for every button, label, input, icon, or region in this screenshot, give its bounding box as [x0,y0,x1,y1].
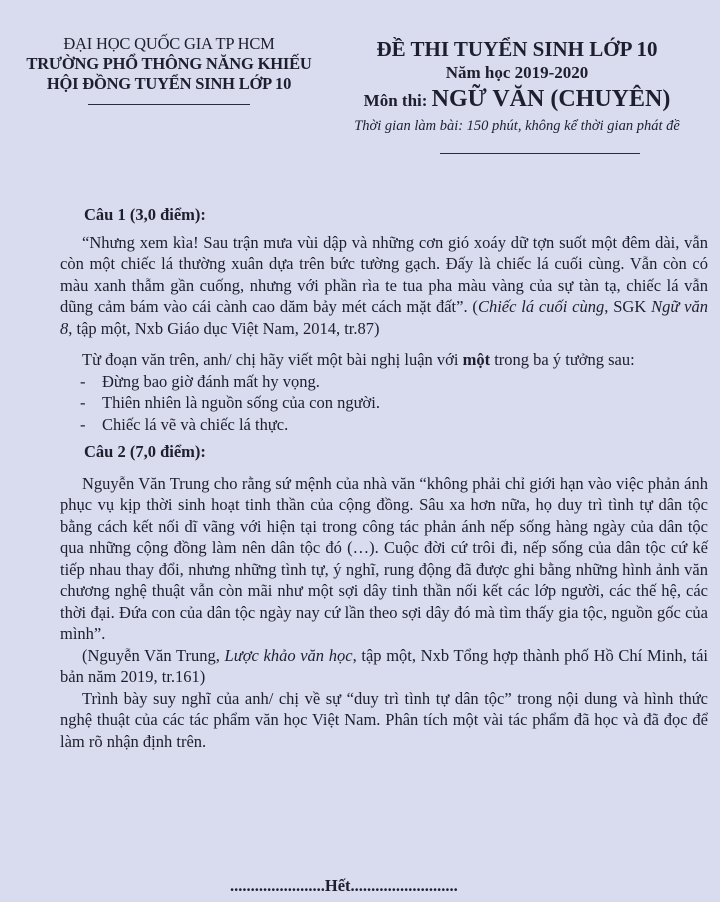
subject-line [322,84,712,116]
option-item: - Thiên nhiên là nguồn sống của con người. [80,392,708,414]
school-year: Năm học 2019-2020 [445,63,589,82]
end-marker: .......................Hết.......................... [230,876,458,895]
question-2-passage: Nguyễn Văn Trung cho rằng sứ mệnh của nhà văn “không phải chỉ giới hạn vào việc phản ánh phục vụ kịp thời sinh hoạt tinh thần của cộng đồng. Sâu xa hơn nữa, họ duy trì tình tự dân tộc bằng cách kết nối dĩ vãng với hiện tại trong công tác phản ánh nếp sống hàng ngày của dân tộc qua những cộng đồng làm nên dân tộc đó (…). Cuộc đời cứ trôi đi, nếp sống của dân tộc cứ kế tiếp nhau thay đổi, nhưng những tình tự, ý nghĩ, rung động đã được ghi bằng những hình ảnh văn chương nghệ thuật vẫn còn mãi như một sợi dây tinh thần nối kết các lớp người, các thế hệ, các thời đại. Đứa con của dân tộc ngày nay cứ lần theo sợi dây đó mà tìm thấy gia tộc, nguồn gốc của mình”. [60,473,708,643]
subject-label: Môn thi: [363,91,428,110]
header-left-divider [88,104,250,105]
question-1-options [60,371,708,436]
school-name: TRƯỜNG PHỔ THÔNG NĂNG KHIẾU [26,54,312,73]
exam-header [322,36,712,136]
subject-name: NGỮ VĂN (CHUYÊN) [431,86,671,112]
exam-title: ĐỀ THI TUYỂN SINH LỚP 10 [376,37,658,61]
question-1-passage: “Nhưng xem kìa! Sau trận mưa vùi dập và những cơn gió xoáy dữ tợn suốt một đêm dài, vẫn còn một chiếc lá thường xuân dựa trên bức tường gạch. Đấy là chiếc lá cuối cùng. Vẫn còn có màu xanh thẫm gần cuống, nhưng với phần rìa te tua pha màu vàng của sự tàn tạ, chiếc lá vẫn dũng cảm bám vào cái cành cao dăm bảy mét cách mặt đất”. (Chiếc lá cuối cùng, SGK Ngữ văn 8, tập một, Nxb Giáo dục Việt Nam, 2014, tr.87) [60,232,708,338]
issuer-header [10,34,328,94]
option-item: - Chiếc lá vẽ và chiếc lá thực. [80,414,708,436]
exam-body [60,204,708,752]
council-name: HỘI ĐỒNG TUYỂN SINH LỚP 10 [46,74,292,93]
university-name: ĐẠI HỌC QUỐC GIA TP HCM [63,34,275,53]
question-2-prompt: Trình bày suy nghĩ của anh/ chị về sự “duy trì tình tự dân tộc” trong nội dung và hình thức nghệ thuật của các tác phẩm văn học Việt Nam. Phân tích một vài tác phẩm đã học và đã đọc để làm rõ nhận định trên. [60,688,708,751]
time-limit: Thời gian làm bài: 150 phút, không kể thời gian phát đề [354,118,680,134]
header-right-divider [440,153,640,154]
option-item: - Đừng bao giờ đánh mất hy vọng. [80,371,708,393]
question-2-source: (Nguyễn Văn Trung, Lược khảo văn học, tập một, Nxb Tổng hợp thành phố Hồ Chí Minh, tái bản năm 2019, tr.161) [60,645,708,686]
question-2-title: Câu 2 (7,0 điểm): [84,442,206,461]
question-1-prompt: Từ đoạn văn trên, anh/ chị hãy viết một bài nghị luận với một trong ba ý tưởng sau: [82,350,635,369]
question-1-title: Câu 1 (3,0 điểm): [84,205,206,224]
